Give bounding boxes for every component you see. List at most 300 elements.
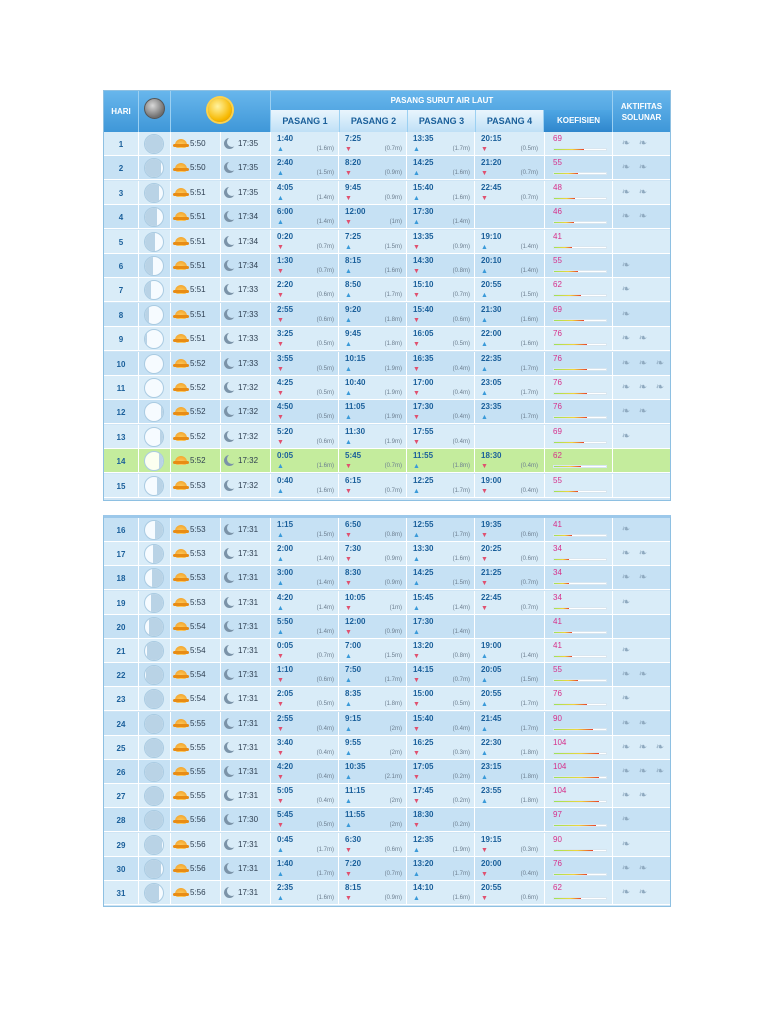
solunar-cell — [612, 833, 670, 857]
tide-2 — [338, 254, 406, 278]
crescent-moon-icon — [224, 455, 235, 466]
high-tide-arrow-icon: ▲ — [413, 604, 420, 612]
moonset-time: 17:34 — [238, 212, 259, 222]
tide-height: (0.7m) — [520, 604, 538, 611]
tide-height: (0.7m) — [316, 268, 334, 274]
tide-4 — [474, 156, 542, 180]
tide-time: 17:30 — [413, 616, 434, 626]
koefisien-bar — [553, 873, 607, 876]
crescent-moon-icon — [224, 839, 235, 850]
moonset-time: 17:31 — [238, 863, 259, 873]
moon-phase-cell — [138, 542, 170, 566]
koefisien-cell — [544, 881, 612, 905]
tide-4 — [474, 425, 542, 449]
crescent-moon-icon — [224, 187, 235, 198]
table-row — [104, 449, 670, 473]
tide-4 — [474, 518, 542, 542]
koefisien-bar-fill — [554, 608, 569, 609]
low-tide-arrow-icon: ▼ — [277, 341, 284, 349]
tide-height: (1.9m) — [384, 438, 402, 445]
solunar-cell — [612, 376, 670, 400]
tide-time: 17:30 — [413, 207, 434, 217]
tide-time: 0:05 — [277, 451, 294, 461]
sunrise-icon — [175, 359, 187, 368]
low-tide-arrow-icon: ▼ — [413, 341, 420, 349]
moonset-cell — [220, 278, 270, 302]
moon-phase-icon — [144, 641, 164, 661]
crescent-moon-icon — [224, 621, 235, 632]
tide-time: 18:30 — [413, 810, 434, 820]
fish-icon: ❧ — [638, 669, 648, 681]
tide-1 — [270, 254, 338, 278]
sunrise-icon — [175, 791, 187, 800]
table-row — [104, 833, 670, 857]
tide-1 — [270, 518, 338, 542]
koefisien-value: 41 — [553, 641, 562, 650]
koefisien-bar-fill — [554, 535, 572, 536]
crescent-moon-icon — [224, 718, 235, 729]
header-aktifitas-solunar: AKTIFITAS SOLUNAR — [612, 91, 670, 132]
low-tide-arrow-icon: ▼ — [277, 438, 284, 446]
tide-time: 7:20 — [345, 858, 362, 868]
low-tide-arrow-icon: ▼ — [481, 487, 488, 495]
tide-height: (1.8m) — [520, 798, 538, 805]
koefisien-cell — [544, 687, 612, 711]
low-tide-arrow-icon: ▼ — [277, 677, 284, 685]
sunrise-icon — [175, 525, 187, 534]
tide-3 — [406, 639, 474, 663]
tide-4 — [474, 808, 542, 832]
tide-1 — [270, 784, 338, 808]
koefisien-cell — [544, 833, 612, 857]
sunrise-time: 5:53 — [190, 480, 206, 490]
tide-time: 2:00 — [277, 544, 294, 554]
moon-phase-cell — [138, 639, 170, 663]
moon-phase-cell — [138, 833, 170, 857]
tide-height: (0.7m) — [316, 653, 334, 659]
tide-time: 20:15 — [481, 134, 502, 143]
tide-1 — [270, 615, 338, 639]
koefisien-value: 55 — [553, 665, 562, 675]
tide-height: (0.4m) — [452, 414, 470, 421]
moon-phase-cell — [138, 615, 170, 639]
high-tide-arrow-icon: ▲ — [345, 701, 352, 709]
table-row — [104, 303, 670, 327]
moon-phase-icon — [144, 256, 164, 276]
tide-4 — [474, 833, 542, 857]
day-number: 14 — [116, 457, 126, 467]
koefisien-bar — [553, 172, 607, 175]
tide-time: 3:00 — [277, 568, 294, 578]
tide-time: 12:55 — [413, 520, 434, 529]
sunrise-cell — [170, 808, 220, 832]
tide-time: 15:00 — [413, 689, 434, 699]
sunrise-icon — [175, 646, 187, 655]
table-row — [104, 784, 670, 808]
crescent-moon-icon — [224, 742, 235, 753]
sunrise-cell — [170, 425, 220, 449]
tide-2 — [338, 474, 406, 498]
sunrise-cell — [170, 474, 220, 498]
low-tide-arrow-icon: ▼ — [481, 146, 488, 153]
tide-2 — [338, 156, 406, 180]
low-tide-arrow-icon: ▼ — [413, 749, 420, 757]
sunrise-time: 5:53 — [190, 573, 206, 583]
tide-height: (0.6m) — [520, 556, 538, 563]
day-number: 26 — [116, 768, 126, 777]
tide-3 — [406, 400, 474, 424]
low-tide-arrow-icon: ▼ — [345, 556, 352, 564]
koefisien-bar-fill — [554, 680, 578, 681]
tide-height: (1.6m) — [316, 895, 334, 901]
moon-phase-icon — [144, 786, 164, 806]
moon-phase-cell — [138, 230, 170, 254]
sunrise-cell — [170, 881, 220, 905]
moonset-cell — [220, 425, 270, 449]
moonset-time: 17:31 — [238, 597, 259, 607]
low-tide-arrow-icon: ▼ — [277, 414, 284, 422]
tide-height: (0.4m) — [316, 725, 334, 732]
tide-height: (1.5m) — [316, 532, 334, 538]
fish-icon: ❧ — [621, 382, 631, 393]
sunrise-cell — [170, 566, 220, 590]
tide-time: 16:35 — [413, 353, 434, 363]
tide-1 — [270, 857, 338, 881]
low-tide-arrow-icon: ▼ — [345, 194, 352, 202]
tide-height: (0.4m) — [452, 438, 470, 445]
koefisien-cell — [544, 712, 612, 736]
tide-time: 17:00 — [413, 378, 434, 387]
high-tide-arrow-icon: ▲ — [481, 243, 488, 251]
tide-height: (1.7m) — [452, 870, 470, 877]
tide-3 — [406, 352, 474, 376]
high-tide-arrow-icon: ▲ — [345, 653, 352, 660]
tide-height: (1.5m) — [384, 653, 402, 659]
tide-2 — [338, 303, 406, 327]
tide-4 — [474, 881, 542, 905]
day-number: 22 — [116, 671, 126, 681]
tide-height: (1.4m) — [452, 219, 470, 226]
high-tide-arrow-icon: ▲ — [413, 219, 420, 227]
koefisien-value: 76 — [553, 378, 562, 387]
tide-2 — [338, 205, 406, 229]
crescent-moon-icon — [224, 693, 235, 704]
koefisien-bar-fill — [554, 320, 584, 321]
koefisien-value: 46 — [553, 207, 562, 217]
tide-height: (0.7m) — [384, 870, 402, 877]
sunrise-time: 5:55 — [190, 791, 206, 801]
day-number: 20 — [116, 622, 126, 632]
crescent-moon-icon — [224, 211, 235, 222]
koefisien-value: 41 — [553, 231, 562, 241]
tide-time: 20:55 — [481, 689, 502, 699]
tide-height: (0.4m) — [452, 725, 470, 732]
tide-height: (0.9m) — [384, 556, 402, 563]
tide-2 — [338, 518, 406, 542]
tide-time: 15:10 — [413, 280, 434, 290]
solunar-cell — [612, 425, 670, 449]
koefisien-bar — [553, 490, 607, 493]
tide-table-top — [103, 90, 671, 501]
fish-icon: ❧ — [638, 790, 648, 802]
tide-time: 4:20 — [277, 592, 294, 602]
sunrise-icon — [175, 334, 187, 343]
sunrise-time: 5:52 — [190, 456, 206, 466]
sunrise-time: 5:55 — [190, 742, 206, 752]
sunrise-time: 5:55 — [190, 718, 206, 728]
moonset-time: 17:31 — [238, 791, 259, 801]
tide-time: 23:35 — [481, 402, 502, 412]
moonset-cell — [220, 566, 270, 590]
tide-2 — [338, 663, 406, 687]
tide-1 — [270, 449, 338, 473]
low-tide-arrow-icon: ▼ — [345, 580, 352, 588]
solunar-cell — [612, 881, 670, 905]
moon-phase-icon — [144, 593, 164, 613]
moon-phase-cell — [138, 881, 170, 905]
fish-icon: ❧ — [621, 162, 631, 174]
tide-time: 1:40 — [277, 134, 294, 143]
moonset-time: 17:33 — [238, 309, 259, 319]
fish-icon: ❧ — [621, 211, 631, 223]
tide-height: (1.7m) — [452, 146, 470, 152]
koefisien-bar — [553, 270, 607, 273]
tide-height: (0.6m) — [316, 316, 334, 323]
moonset-time: 17:31 — [238, 694, 259, 704]
koefisien-bar — [553, 631, 607, 634]
tide-height: (1.5m) — [452, 580, 470, 587]
high-tide-arrow-icon: ▲ — [413, 628, 420, 636]
tide-height: (1.4m) — [316, 194, 334, 201]
koefisien-bar-fill — [554, 295, 581, 296]
tide-height: (0.8m) — [452, 268, 470, 274]
koefisien-cell — [544, 591, 612, 615]
sunrise-cell — [170, 254, 220, 278]
tide-3 — [406, 132, 474, 156]
koefisien-bar — [553, 703, 607, 706]
koefisien-value: 104 — [553, 786, 567, 796]
sunrise-cell — [170, 230, 220, 254]
crescent-moon-icon — [224, 431, 235, 442]
table-row — [104, 376, 670, 400]
moon-phase-cell — [138, 449, 170, 473]
low-tide-arrow-icon: ▼ — [481, 604, 488, 612]
solunar-cell — [612, 254, 670, 278]
moonset-time: 17:31 — [238, 742, 259, 752]
tide-height: (1.7m) — [520, 390, 538, 396]
sunrise-icon — [175, 815, 187, 824]
high-tide-arrow-icon: ▲ — [413, 556, 420, 564]
koefisien-bar — [553, 534, 607, 537]
tide-time: 4:50 — [277, 402, 294, 412]
tide-time: 7:25 — [345, 134, 362, 143]
tide-time: 13:35 — [413, 134, 434, 143]
low-tide-arrow-icon: ▼ — [413, 677, 420, 685]
koefisien-bar — [553, 824, 607, 827]
koefisien-cell — [544, 857, 612, 881]
low-tide-arrow-icon: ▼ — [345, 487, 352, 495]
table-row — [104, 881, 670, 905]
tide-height: (1.6m) — [316, 146, 334, 152]
tide-height: (0.6m) — [316, 677, 334, 684]
high-tide-arrow-icon: ▲ — [481, 341, 488, 349]
high-tide-arrow-icon: ▲ — [413, 463, 420, 471]
high-tide-arrow-icon: ▲ — [277, 487, 284, 495]
moonset-time: 17:35 — [238, 163, 259, 173]
high-tide-arrow-icon: ▲ — [413, 846, 420, 854]
tide-height: (0.7m) — [520, 580, 538, 587]
table-row — [104, 327, 670, 351]
moon-phase-icon — [144, 714, 164, 734]
sunrise-cell — [170, 205, 220, 229]
day-number: 9 — [118, 335, 124, 345]
tide-height: (0.6m) — [452, 316, 470, 323]
tide-time: 13:35 — [413, 231, 434, 241]
sunrise-icon — [175, 432, 187, 441]
table-row — [104, 542, 670, 566]
crescent-moon-icon — [224, 597, 235, 608]
header-pasang-2: PASANG 2 — [339, 110, 407, 132]
fish-icon: ❧ — [638, 333, 648, 345]
table-row — [104, 639, 670, 663]
tide-height: (0.5m) — [316, 822, 334, 829]
koefisien-bar-fill — [554, 442, 584, 443]
tide-height: (2m) — [389, 798, 402, 805]
koefisien-bar — [553, 221, 607, 224]
tide-time: 14:25 — [413, 158, 434, 168]
moonset-cell — [220, 254, 270, 278]
high-tide-arrow-icon: ▲ — [277, 556, 284, 564]
koefisien-bar — [553, 368, 607, 371]
tide-time: 11:55 — [345, 810, 366, 820]
fish-icon: ❧ — [638, 766, 648, 777]
tide-1 — [270, 425, 338, 449]
tide-1 — [270, 230, 338, 254]
tide-time: 17:45 — [413, 786, 434, 796]
high-tide-arrow-icon: ▲ — [481, 316, 488, 324]
fish-icon: ❧ — [638, 357, 648, 369]
tide-time: 14:15 — [413, 665, 434, 675]
moonset-time: 17:31 — [238, 670, 259, 680]
moonset-time: 17:31 — [238, 888, 259, 897]
tide-1 — [270, 712, 338, 736]
moon-phase-icon — [144, 762, 164, 782]
koefisien-value: 76 — [553, 858, 562, 868]
koefisien-value: 90 — [553, 713, 562, 723]
high-tide-arrow-icon: ▲ — [345, 268, 352, 275]
high-tide-arrow-icon: ▲ — [277, 580, 284, 588]
moon-phase-cell — [138, 474, 170, 498]
tide-height: (1.4m) — [452, 604, 470, 611]
table-row — [104, 474, 670, 498]
tide-time: 20:25 — [481, 544, 502, 554]
sunrise-time: 5:51 — [190, 261, 206, 270]
koefisien-bar-fill — [554, 753, 599, 754]
sun-icon — [170, 91, 270, 132]
day-number: 29 — [116, 840, 126, 850]
moon-phase-cell — [138, 663, 170, 687]
tide-time: 9:45 — [345, 182, 362, 192]
table-row — [104, 663, 670, 687]
sunrise-time: 5:51 — [190, 187, 206, 197]
tide-height: (1.5m) — [520, 292, 538, 299]
high-tide-arrow-icon: ▲ — [481, 701, 488, 709]
tide-time: 17:30 — [413, 402, 434, 412]
fish-icon: ❧ — [655, 741, 665, 753]
koefisien-cell — [544, 639, 612, 663]
tide-time: 10:05 — [345, 592, 366, 602]
table-row — [104, 736, 670, 760]
day-number: 1 — [118, 140, 124, 149]
fish-icon: ❧ — [638, 162, 648, 174]
tide-time: 21:45 — [481, 713, 502, 723]
crescent-moon-icon — [224, 572, 235, 583]
tide-time: 9:20 — [345, 304, 362, 314]
tide-time: 19:10 — [481, 231, 502, 241]
tide-time: 15:40 — [413, 304, 434, 314]
tide-2 — [338, 687, 406, 711]
moonset-time: 17:32 — [238, 431, 259, 441]
high-tide-arrow-icon: ▲ — [277, 532, 284, 539]
day-number: 27 — [116, 792, 126, 802]
tide-time: 5:05 — [277, 786, 294, 796]
koefisien-value: 34 — [553, 568, 562, 578]
sunrise-cell — [170, 591, 220, 615]
tide-time: 1:30 — [277, 256, 294, 265]
day-number: 24 — [116, 719, 126, 729]
tide-height: (0.7m) — [520, 194, 538, 201]
tide-time: 16:05 — [413, 329, 434, 339]
moon-phase-icon — [144, 329, 164, 349]
moon-phase-icon — [144, 280, 164, 300]
koefisien-cell — [544, 542, 612, 566]
tide-height: (1.9m) — [384, 414, 402, 421]
sunrise-icon — [175, 139, 187, 148]
moon-phase-icon — [144, 134, 164, 154]
koefisien-bar-fill — [554, 393, 587, 394]
day-number: 2 — [118, 164, 124, 174]
tide-height: (0.8m) — [452, 653, 470, 659]
high-tide-arrow-icon: ▲ — [481, 414, 488, 422]
fish-icon: ❧ — [638, 548, 648, 560]
tide-3 — [406, 449, 474, 473]
day-number: 23 — [116, 695, 126, 705]
low-tide-arrow-icon: ▼ — [277, 390, 284, 397]
sunrise-time: 5:54 — [190, 670, 206, 680]
sunrise-time: 5:54 — [190, 646, 206, 655]
moon-phase-cell — [138, 857, 170, 881]
tide-height: (2m) — [389, 822, 402, 829]
koefisien-cell — [544, 230, 612, 254]
tide-time: 12:00 — [345, 616, 366, 626]
tide-height: (0.9m) — [384, 580, 402, 587]
tide-2 — [338, 615, 406, 639]
low-tide-arrow-icon: ▼ — [277, 725, 284, 733]
crescent-moon-icon — [224, 260, 235, 271]
tide-4 — [474, 784, 542, 808]
crescent-moon-icon — [224, 309, 235, 320]
fish-icon: ❧ — [621, 814, 631, 826]
sunrise-icon — [175, 261, 187, 270]
low-tide-arrow-icon: ▼ — [481, 580, 488, 588]
day-number: 18 — [116, 574, 126, 584]
tide-height: (0.4m) — [316, 774, 334, 780]
koefisien-cell — [544, 303, 612, 327]
low-tide-arrow-icon: ▼ — [277, 292, 284, 300]
tide-3 — [406, 156, 474, 180]
tide-1 — [270, 639, 338, 663]
tide-1 — [270, 881, 338, 905]
